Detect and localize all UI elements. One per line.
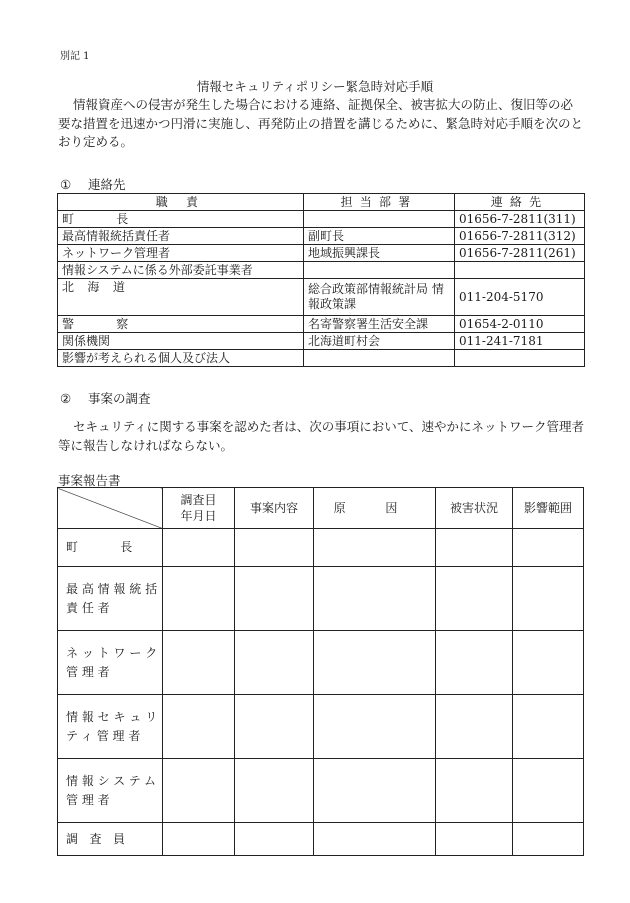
report-header-damage: 被害状況	[436, 488, 513, 529]
page-label: 別記 1	[60, 51, 90, 62]
report-cell[interactable]	[235, 567, 314, 631]
report-cell[interactable]	[314, 529, 436, 567]
section-1-number: ①	[60, 177, 72, 192]
contact-department: 地域振興課長	[304, 245, 455, 262]
section-1-heading	[60, 175, 126, 193]
section-2-paragraph: セキュリティに関する事案を認めた者は、次の事項において、速やかにネットワーク管理者等に報告しなければならない。	[58, 419, 585, 453]
contact-role: 影響が考えられる個人及び法人	[58, 350, 304, 367]
report-cell[interactable]	[163, 695, 235, 759]
report-cell[interactable]	[314, 631, 436, 695]
contacts-header-role: 職 責	[58, 194, 304, 211]
contacts-row	[58, 316, 585, 333]
contacts-row	[58, 350, 585, 367]
report-row-label: 町 長	[58, 529, 163, 567]
contact-department: 総合政策部情報統計局 情報政策課	[304, 279, 455, 316]
report-cell[interactable]	[163, 567, 235, 631]
report-cell[interactable]	[436, 567, 513, 631]
report-cell[interactable]	[513, 695, 584, 759]
report-cell[interactable]	[314, 695, 436, 759]
report-cell[interactable]	[513, 529, 584, 567]
report-cell[interactable]	[314, 759, 436, 823]
report-header-cause: 原 因	[314, 488, 436, 529]
contact-role: 警 察	[58, 316, 304, 333]
report-row-label: 情報システム管理者	[58, 759, 163, 823]
report-cell[interactable]	[436, 759, 513, 823]
report-cell[interactable]	[235, 823, 314, 856]
report-row-label: 情報セキュリティ管理者	[58, 695, 163, 759]
incident-report-table	[57, 487, 584, 856]
report-row	[58, 823, 584, 856]
contacts-header-row	[58, 194, 585, 211]
contact-role: 関係機関	[58, 333, 304, 350]
report-row	[58, 695, 584, 759]
contact-role: 最高情報統括責任者	[58, 228, 304, 245]
report-cell[interactable]	[513, 823, 584, 856]
report-cell[interactable]	[513, 631, 584, 695]
report-cell[interactable]	[436, 529, 513, 567]
contact-role: 情報システムに係る外部委託事業者	[58, 262, 304, 279]
contact-phone: 01656-7-2811(261)	[455, 245, 585, 262]
report-row-label: ネットワーク管理者	[58, 631, 163, 695]
contact-role: ネットワーク管理者	[58, 245, 304, 262]
contact-phone: 01656-7-2811(312)	[455, 228, 585, 245]
report-cell[interactable]	[163, 823, 235, 856]
contact-phone: 011-241-7181	[455, 333, 585, 350]
section-2-title: 事案の調査	[88, 391, 151, 406]
contacts-row	[58, 228, 585, 245]
report-cell[interactable]	[513, 759, 584, 823]
report-cell[interactable]	[436, 631, 513, 695]
report-cell[interactable]	[314, 823, 436, 856]
section-2-heading	[60, 389, 151, 407]
contacts-header-department: 担当部署	[304, 194, 455, 211]
report-cell[interactable]	[235, 631, 314, 695]
report-cell[interactable]	[436, 823, 513, 856]
contact-phone: 011-204-5170	[455, 279, 585, 316]
contact-department: 北海道町村会	[304, 333, 455, 350]
contacts-row	[58, 333, 585, 350]
report-header-scope: 影響範囲	[513, 488, 584, 529]
document-title: 情報セキュリティポリシー緊急時対応手順	[196, 79, 434, 94]
contacts-row	[58, 262, 585, 279]
contact-phone	[455, 262, 585, 279]
contact-department: 名寄警察署生活安全課	[304, 316, 455, 333]
report-corner-cell	[58, 488, 163, 529]
contacts-header-contact: 連絡先	[455, 194, 585, 211]
contact-department	[304, 211, 455, 228]
report-cell[interactable]	[513, 567, 584, 631]
contact-role: 北 海 道	[58, 279, 304, 316]
contact-phone: 01656-7-2811(311)	[455, 211, 585, 228]
contact-department	[304, 350, 455, 367]
report-row-label: 調 査 員	[58, 823, 163, 856]
report-row	[58, 529, 584, 567]
report-caption: 事案報告書	[58, 473, 121, 488]
report-header-content: 事案内容	[235, 488, 314, 529]
contact-department: 副町長	[304, 228, 455, 245]
contacts-row	[58, 211, 585, 228]
contacts-table	[57, 193, 585, 367]
intro-paragraph: 情報資産への侵害が発生した場合における連絡、証拠保全、被害拡大の防止、復旧等の必要な措置を迅速かつ円滑に実施し、再発防止の措置を講じるために、緊急時対応手順を次のとおり定める。	[58, 97, 584, 149]
report-row	[58, 631, 584, 695]
report-header-date: 調査目 年月日	[163, 488, 235, 529]
contact-phone: 01654-2-0110	[455, 316, 585, 333]
report-row-label: 最高情報統括責任者	[58, 567, 163, 631]
report-row	[58, 567, 584, 631]
report-row	[58, 759, 584, 823]
contacts-row	[58, 279, 585, 316]
contact-department	[304, 262, 455, 279]
report-cell[interactable]	[163, 759, 235, 823]
contacts-row	[58, 245, 585, 262]
report-cell[interactable]	[163, 631, 235, 695]
report-cell[interactable]	[235, 759, 314, 823]
report-cell[interactable]	[314, 567, 436, 631]
report-cell[interactable]	[163, 529, 235, 567]
report-cell[interactable]	[235, 695, 314, 759]
report-header-row	[58, 488, 584, 529]
contact-phone	[455, 350, 585, 367]
section-2-number: ②	[60, 391, 72, 406]
report-cell[interactable]	[436, 695, 513, 759]
section-1-title: 連絡先	[88, 177, 126, 192]
contact-role: 町 長	[58, 211, 304, 228]
report-cell[interactable]	[235, 529, 314, 567]
